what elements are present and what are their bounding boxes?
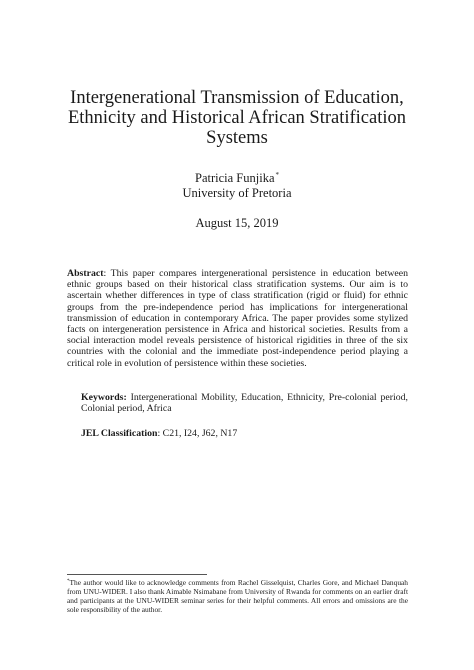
jel-classification	[81, 428, 408, 439]
footnote-mark: *	[67, 579, 70, 584]
author-name: Patricia Funjika	[195, 171, 275, 185]
paper-title: Intergenerational Transmission of Education, Ethnicity and Historical African Stratification Systems	[67, 88, 407, 148]
author-footnote-mark: *	[275, 171, 279, 179]
footnote	[67, 577, 408, 614]
keywords-label: Keywords:	[81, 392, 127, 403]
footnote-text: The author would like to acknowledge comments from Rachel Gisselquist, Charles Gore, and Michael Danquah from UNU-WIDER. I also thank Aimable Nsimabane from University of Rwanda for comments on an earlier draft and participants at the UNU-WIDER seminar series for their helpful comments. All errors and omissions are the sole responsibility of the author.	[67, 578, 408, 614]
keywords	[67, 392, 408, 414]
author-block	[60, 168, 414, 201]
jel-text: : C21, I24, J62, N17	[157, 428, 238, 439]
keywords-text: Intergenerational Mobility, Education, Ethnicity, Pre-colonial period, Colonial period, Africa	[81, 392, 408, 415]
abstract-label: Abstract	[67, 268, 104, 279]
jel-label: JEL Classification	[81, 428, 158, 439]
footnote-divider	[67, 574, 207, 575]
author-affiliation: University of Pretoria	[182, 186, 292, 200]
abstract	[67, 268, 408, 369]
paper-date: August 15, 2019	[195, 216, 279, 230]
abstract-text: : This paper compares intergenerational persistence in education between ethnic groups based on their historical class stratification systems. Our aim is to ascertain whether differences in type of class stratification (rigid or fluid) for ethnic groups from the pre-independence period has implications for intergenerational transmission of education in contemporary Africa. The paper provides some stylized facts on intergeneration persistence in Africa and historical societies. Results from a social interaction model reveals persistence of historical rigidities in three of the six countries with the colonial and the immediate post-independence period playing a critical role in evolution of persistence within these societies.	[67, 268, 408, 369]
